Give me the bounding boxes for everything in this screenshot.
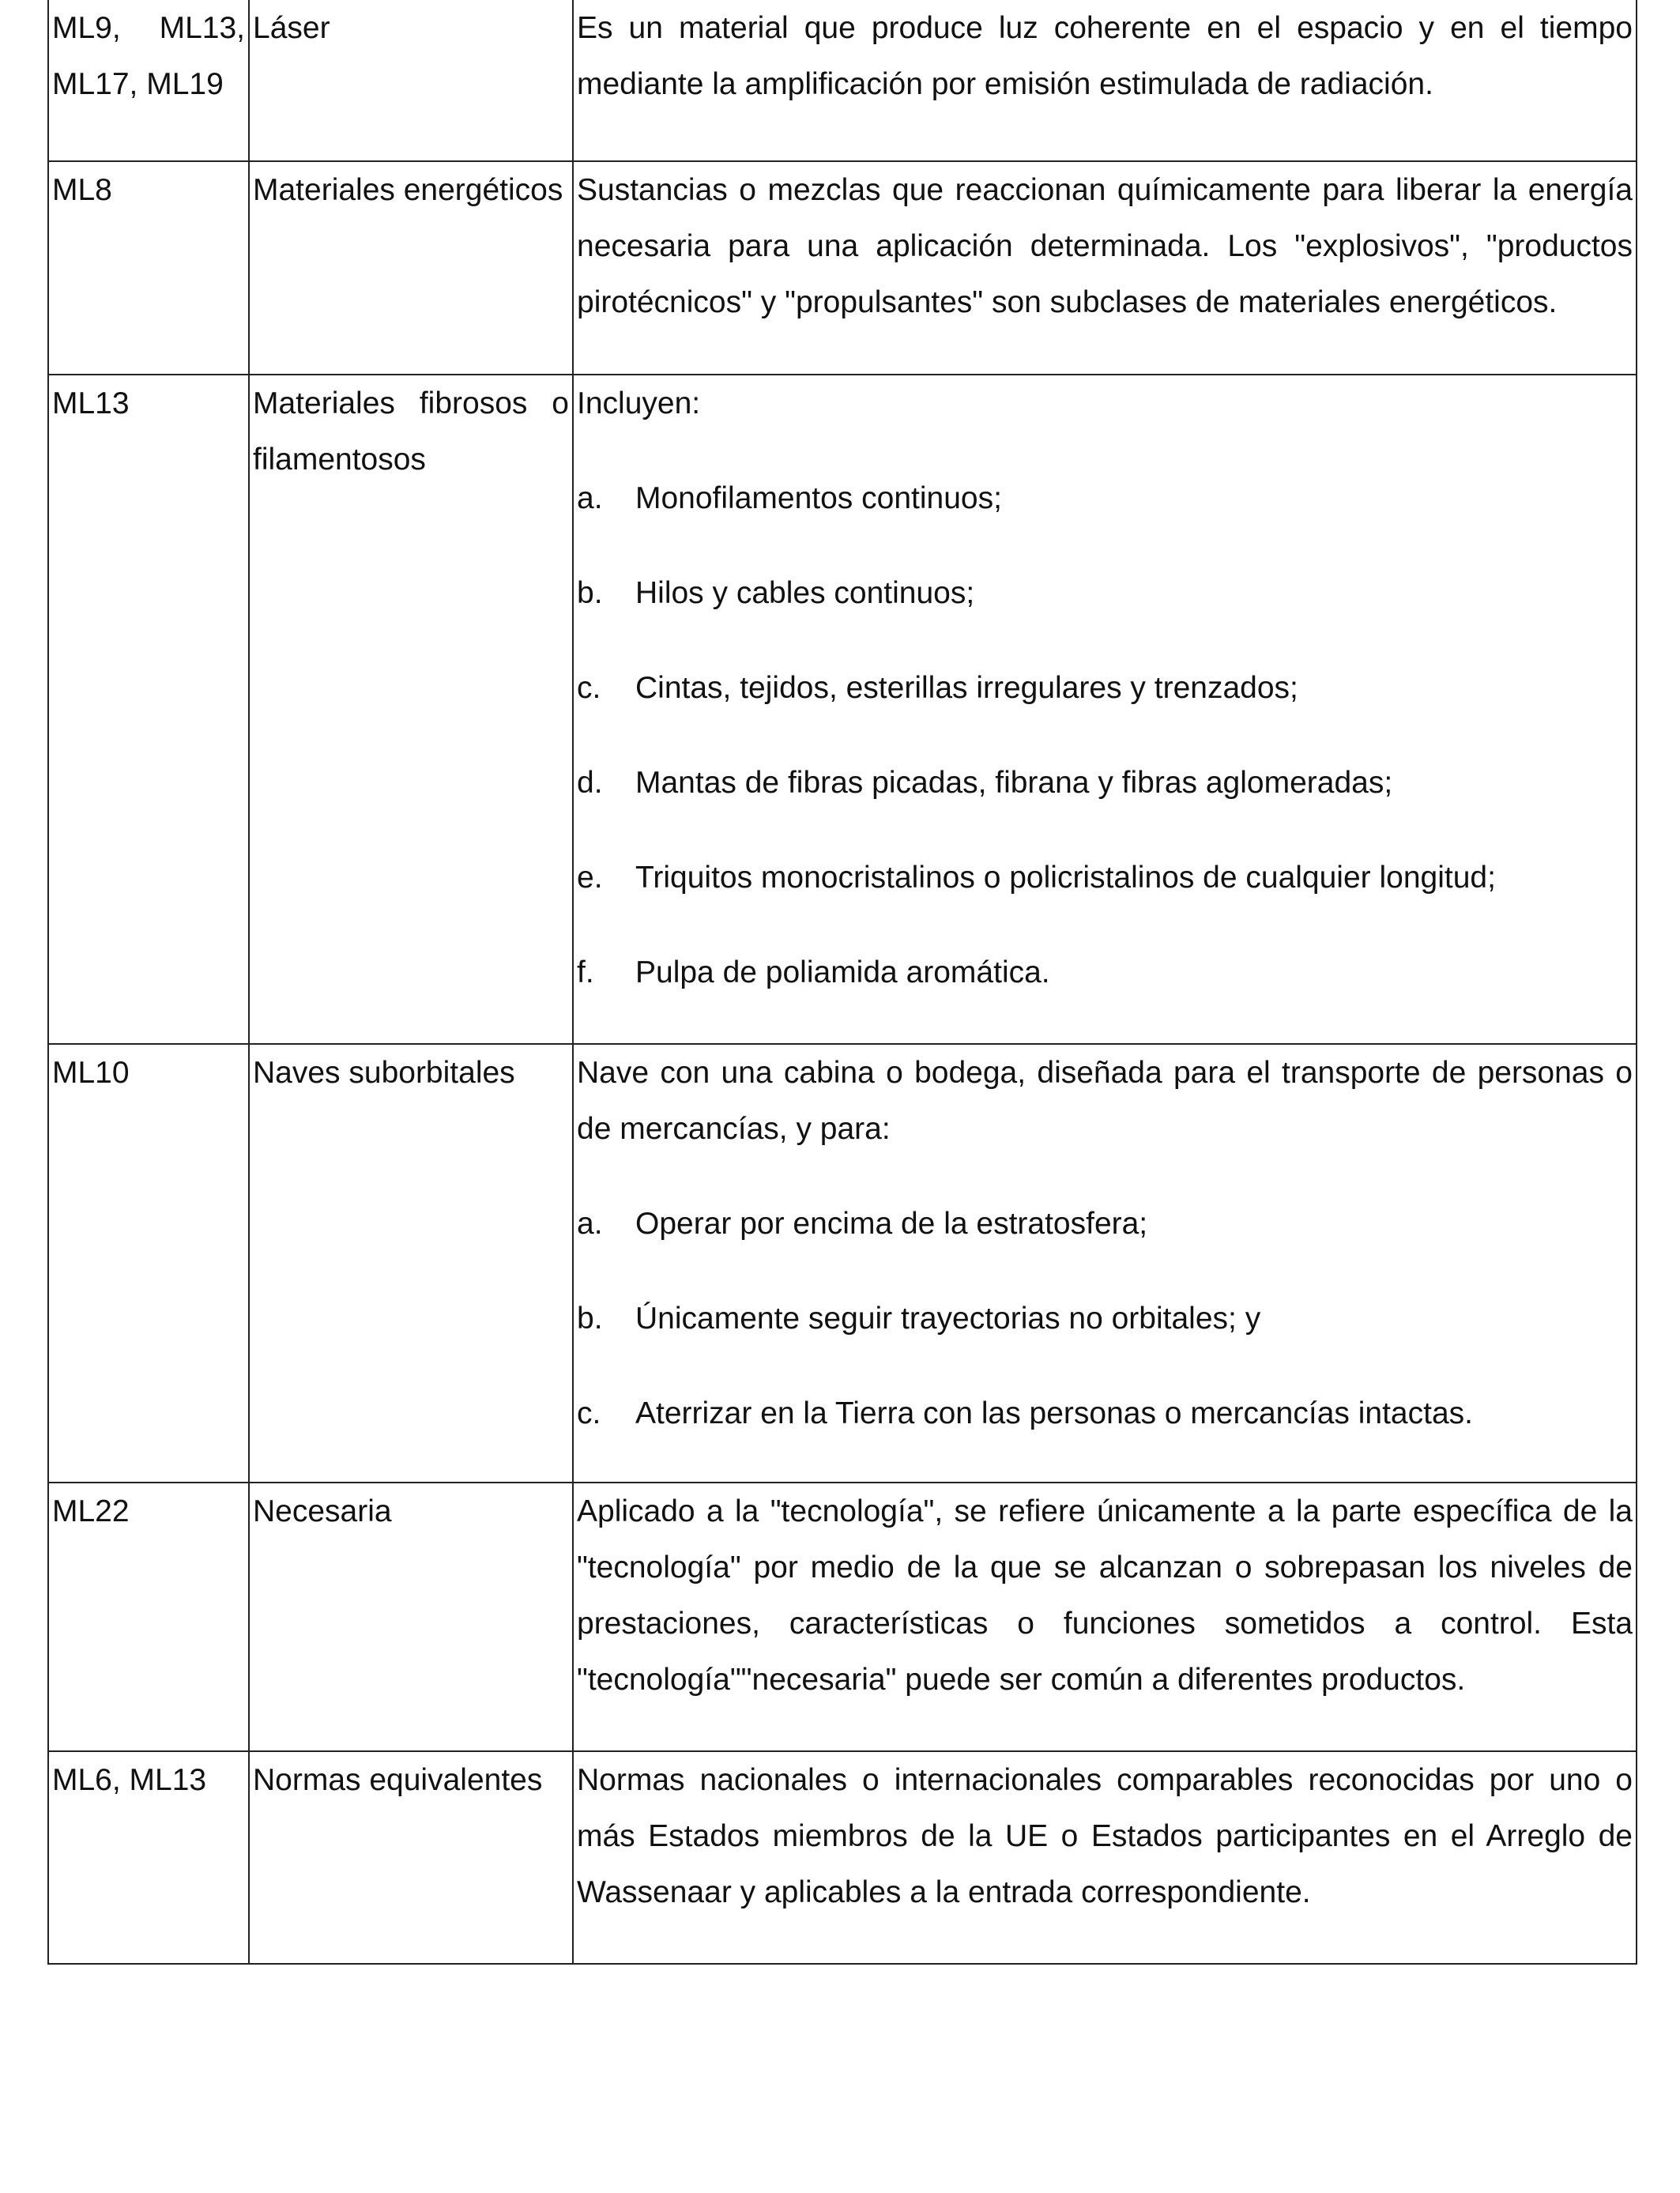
code-cell: ML10 xyxy=(48,1044,249,1483)
list-item xyxy=(577,1385,1633,1441)
list-item xyxy=(577,660,1633,716)
definition-cell: Normas nacionales o internacionales comparables reconocidas por uno o más Estados miembros de la UE o Estados participantes en el Arreglo de Wassenaar y aplicables a la entrada correspondiente. xyxy=(573,1751,1637,1964)
list-item xyxy=(577,565,1633,621)
list-marker: f. xyxy=(577,955,594,989)
definition-intro: Nave con una cabina o bodega, diseñada para el transporte de personas o de mercancías, y para: xyxy=(577,1056,1633,1146)
table-row xyxy=(48,375,1637,1044)
definition-cell: Aplicado a la "tecnología", se refiere únicamente a la parte específica de la "tecnología" por medio de la que se alcanzan o sobrepasan los niveles de prestaciones, características o funciones sometidos a control. Esta "tecnología""necesaria" puede ser común a diferentes productos. xyxy=(573,1483,1637,1751)
definition-list xyxy=(577,1196,1633,1441)
list-item-text: Hilos y cables continuos; xyxy=(635,576,975,610)
list-item xyxy=(577,1291,1633,1347)
list-item xyxy=(577,755,1633,811)
list-item-text: Únicamente seguir trayectorias no orbitales; y xyxy=(635,1302,1261,1336)
definition-cell: Es un material que produce luz coherente en el espacio y en el tiempo mediante la amplificación por emisión estimulada de radiación. xyxy=(573,0,1637,161)
term-cell: Materiales energéticos xyxy=(249,161,573,375)
list-marker: d. xyxy=(577,766,603,800)
term-cell: Necesaria xyxy=(249,1483,573,1751)
list-item-text: Triquitos monocristalinos o policristalinos de cualquier longitud; xyxy=(635,861,1496,895)
list-item xyxy=(577,1196,1633,1252)
list-item-text: Mantas de fibras picadas, fibrana y fibras aglomeradas; xyxy=(635,766,1393,800)
table-row xyxy=(48,1483,1637,1751)
code-cell: ML8 xyxy=(48,161,249,375)
table-row xyxy=(48,0,1637,161)
list-marker: e. xyxy=(577,861,603,895)
table-row xyxy=(48,1751,1637,1964)
list-marker: c. xyxy=(577,1396,601,1430)
definition-cell xyxy=(573,375,1637,1044)
definition-cell xyxy=(573,1044,1637,1483)
definition-cell: Sustancias o mezclas que reaccionan químicamente para liberar la energía necesaria para una aplicación determinada. Los "explosivos", "productos pirotécnicos" y "propulsantes" son subclases de materiales energéticos. xyxy=(573,161,1637,375)
code-cell: ML9, ML13, ML17, ML19 xyxy=(48,0,249,161)
definitions-table xyxy=(47,0,1637,1965)
list-marker: b. xyxy=(577,576,603,610)
list-item xyxy=(577,850,1633,906)
definition-list xyxy=(577,470,1633,1000)
term-cell: Láser xyxy=(249,0,573,161)
table-row xyxy=(48,1044,1637,1483)
list-item-text: Aterrizar en la Tierra con las personas o mercancías intactas. xyxy=(635,1396,1473,1430)
list-item-text: Pulpa de poliamida aromática. xyxy=(635,955,1050,989)
code-cell: ML6, ML13 xyxy=(48,1751,249,1964)
list-item-text: Operar por encima de la estratosfera; xyxy=(635,1207,1148,1241)
term-cell: Naves suborbitales xyxy=(249,1044,573,1483)
list-item xyxy=(577,470,1633,526)
term-cell: Materiales fibrosos o filamentosos xyxy=(249,375,573,1044)
code-cell: ML13 xyxy=(48,375,249,1044)
term-cell: Normas equivalentes xyxy=(249,1751,573,1964)
list-item xyxy=(577,944,1633,1000)
list-item-text: Monofilamentos continuos; xyxy=(635,481,1002,515)
list-item-text: Cintas, tejidos, esterillas irregulares y trenzados; xyxy=(635,671,1298,705)
list-marker: a. xyxy=(577,1207,603,1241)
definition-intro: Incluyen: xyxy=(577,386,701,420)
list-marker: b. xyxy=(577,1302,603,1336)
list-marker: a. xyxy=(577,481,603,515)
list-marker: c. xyxy=(577,671,601,705)
table-row xyxy=(48,161,1637,375)
code-cell: ML22 xyxy=(48,1483,249,1751)
